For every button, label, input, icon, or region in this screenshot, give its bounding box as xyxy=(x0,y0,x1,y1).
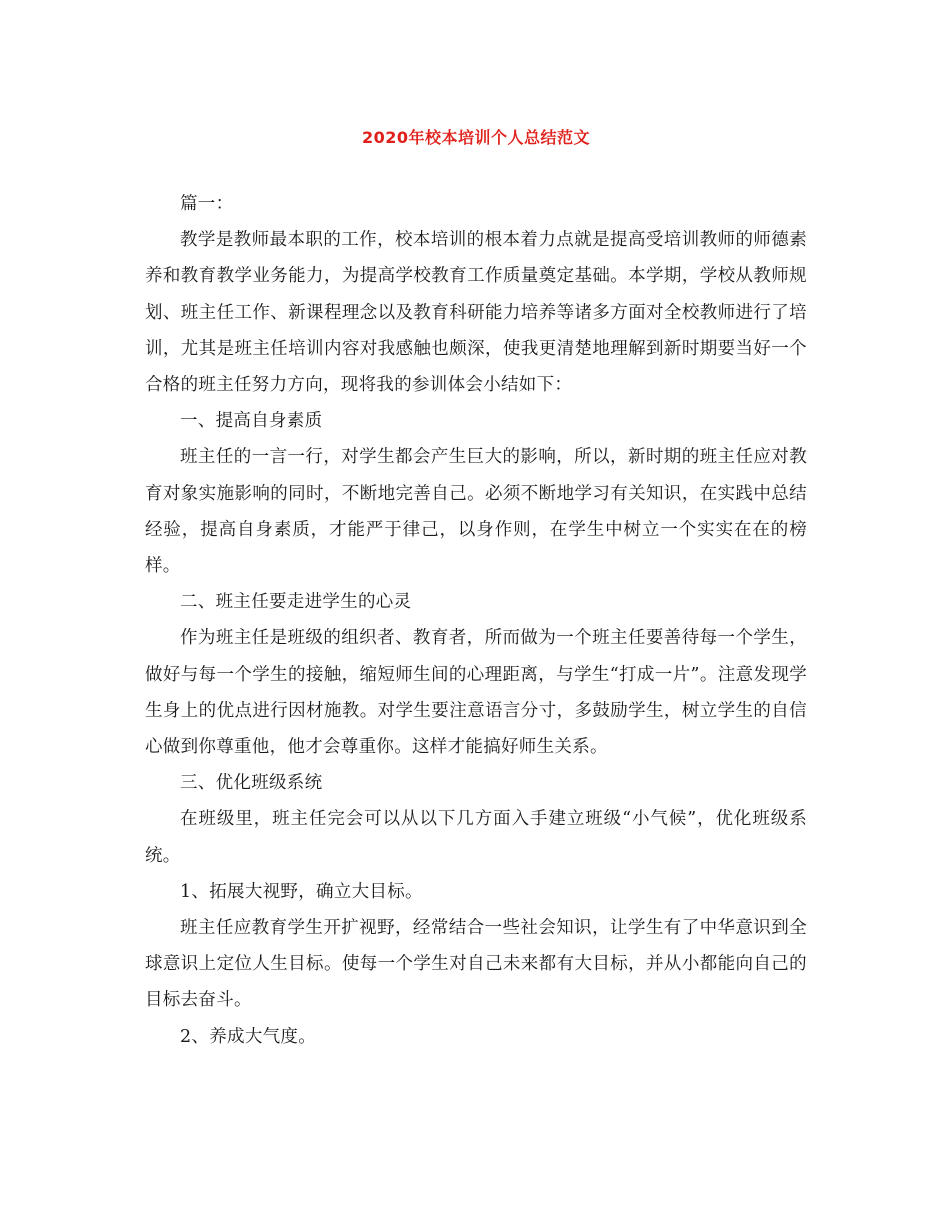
section-heading-1: 一、提高自身素质 xyxy=(180,411,323,432)
document-title: 2020年校本培训个人总结范文 xyxy=(361,128,591,147)
paragraph-part-label: 篇一： xyxy=(180,194,234,214)
subheading-3-1: 1、拓展大视野，确立大目标。 xyxy=(180,881,423,902)
paragraph-section-1: 班主任的一言一行，对学生都会产生巨大的影响，所以，新时期的班主任应对教育对象实施影响的同时，不断地完善自己。必须不断地学习有关知识，在实践中总结经验，提高自身素质，才能严于律己，以身作则，在学生中树立一个实实在在的榜样。 xyxy=(145,447,807,577)
document-body xyxy=(145,186,807,1055)
section-heading-2: 二、班主任要走进学生的心灵 xyxy=(180,592,412,613)
paragraph-intro: 教学是教师最本职的工作，校本培训的根本着力点就是提高受培训教师的师德素养和教育教学业务能力，为提高学校教育工作质量奠定基础。本学期，学校从教师规划、班主任工作、新课程理念以及教育科研能力培养等诸多方面对全校教师进行了培训，尤其是班主任培训内容对我感触也颇深，使我更清楚地理解到新时期要当好一个合格的班主任努力方向，现将我的参训体会小结如下： xyxy=(145,230,807,396)
paragraph-section-2: 作为班主任是班级的组织者、教育者，所而做为一个班主任要善待每一个学生，做好与每一个学生的接触，缩短师生间的心理距离，与学生“打成一片”。注意发现学生身上的优点进行因材施教。对学生要注意语言分寸，多鼓励学生，树立学生的自信心做到你尊重他，他才会尊重你。这样才能搞好师生关系。 xyxy=(145,628,807,758)
paragraph-subsection-3-1: 班主任应教育学生开扩视野，经常结合一些社会知识，让学生有了中华意识到全球意识上定位人生目标。使每一个学生对自己未来都有大目标，并从小都能向自己的目标去奋斗。 xyxy=(145,918,807,1011)
subheading-3-2: 2、养成大气度。 xyxy=(180,1026,317,1047)
paragraph-section-3: 在班级里，班主任完会可以从以下几方面入手建立班级“小气候”，优化班级系统。 xyxy=(145,809,807,866)
section-heading-3: 三、优化班级系统 xyxy=(180,773,323,794)
